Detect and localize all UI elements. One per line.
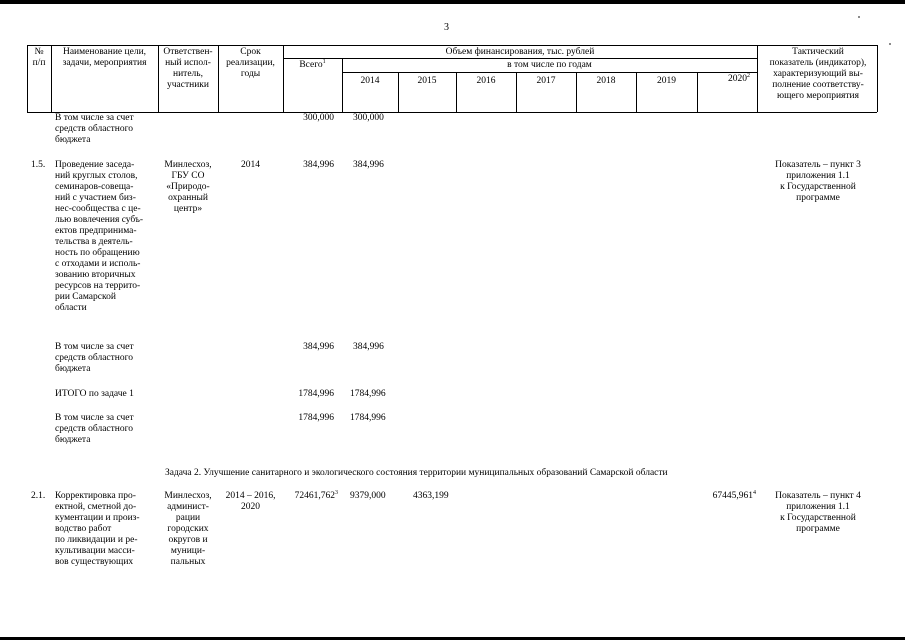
page-number: 3: [444, 22, 449, 33]
row-name: Корректировка про- ектной, сметной до- кументации и произ- водство работ по ликвидации и ре- культивации масси- вов существующих: [55, 491, 140, 567]
row-2015: 4363,199: [413, 491, 449, 501]
top-border: [0, 0, 905, 4]
header-term: Срок реализации, годы: [226, 47, 275, 79]
header-by-years: в том числе по годам: [507, 60, 592, 70]
header-num: № п/п: [32, 47, 46, 68]
header-volume: Объем финансирования, тыс. рублей: [445, 47, 595, 57]
row-name: В том числе за счет средств областного бюджета: [55, 342, 134, 374]
header-bottom-line: [27, 112, 877, 113]
header-year: 2018: [596, 76, 616, 86]
row-responsible: Минлесхоз, ГБУ СО «Природо- охранный центр»: [164, 160, 212, 214]
row-total: 384,996: [303, 342, 334, 352]
row-2014: 384,996: [353, 160, 384, 170]
volume-header-line: [283, 58, 757, 59]
header-name: Наименование цели, задачи, мероприятия: [62, 47, 147, 68]
scan-speck: [858, 16, 860, 18]
row-total: 384,996: [303, 160, 334, 170]
row-total: 72461,762$^3$: [294, 489, 338, 501]
row-2014: 1784,996: [350, 413, 386, 423]
row-name: В том числе за счет средств областного бюджета: [55, 413, 134, 445]
row-name: Проведение заседа- ний круглых столов, семинаров-совеща- ний с участием биз- нес-сообщества с це- лью вовлечения субъ- ектов предпринима- тельства в деятель- ность по обращению с отходами и исполь- зованию вторичных ресурсов на террито- рии Самарской области: [55, 160, 144, 313]
row-name: В том числе за счет средств областного бюджета: [55, 113, 134, 145]
row-name: ИТОГО по задаче 1: [55, 389, 134, 399]
header-year: 2014: [360, 76, 380, 86]
header-year: 2019: [657, 76, 676, 86]
row-2020: 67445,961$^4$: [712, 489, 756, 501]
row-indicator: Показатель – пункт 3 приложения 1.1 к Государственной программе: [775, 160, 861, 203]
header-year: 2017: [536, 76, 556, 86]
row-responsible: Минлесхоз, админист- рации городских округов и муници- пальных: [164, 491, 212, 567]
row-num: 1.5.: [31, 160, 46, 170]
row-total: 300,000: [303, 113, 334, 123]
header-year: 2015: [417, 76, 437, 86]
header-responsible: Ответствен- ный испол- нитель, участники: [163, 47, 213, 90]
task-2-heading: Задача 2. Улучшение санитарного и экологического состояния территории муниципальных образований Самарской области: [165, 468, 668, 478]
row-2014: 300,000: [353, 113, 384, 123]
row-total: 1784,996: [298, 413, 334, 423]
header-total: Всего$^1$: [299, 58, 326, 70]
row-term: 2014 – 2016, 2020: [225, 491, 276, 512]
row-total: 1784,996: [298, 389, 334, 399]
row-indicator: Показатель – пункт 4 приложения 1.1 к Государственной программе: [775, 491, 861, 534]
row-2014: 384,996: [353, 342, 384, 352]
row-2014: 1784,996: [350, 389, 386, 399]
table-top-line: [27, 45, 877, 46]
row-num: 2.1.: [31, 491, 46, 501]
years-header-line: [342, 72, 757, 73]
header-year: 2020$^2$: [728, 72, 750, 84]
scan-speck: [889, 43, 891, 45]
row-2014: 9379,000: [350, 491, 386, 501]
header-indicator: Тактический показатель (индикатор), характеризующий вы- полнение соответству- ющего мероприятия: [769, 47, 867, 101]
row-term: 2014: [241, 160, 260, 170]
header-year: 2016: [476, 76, 496, 86]
